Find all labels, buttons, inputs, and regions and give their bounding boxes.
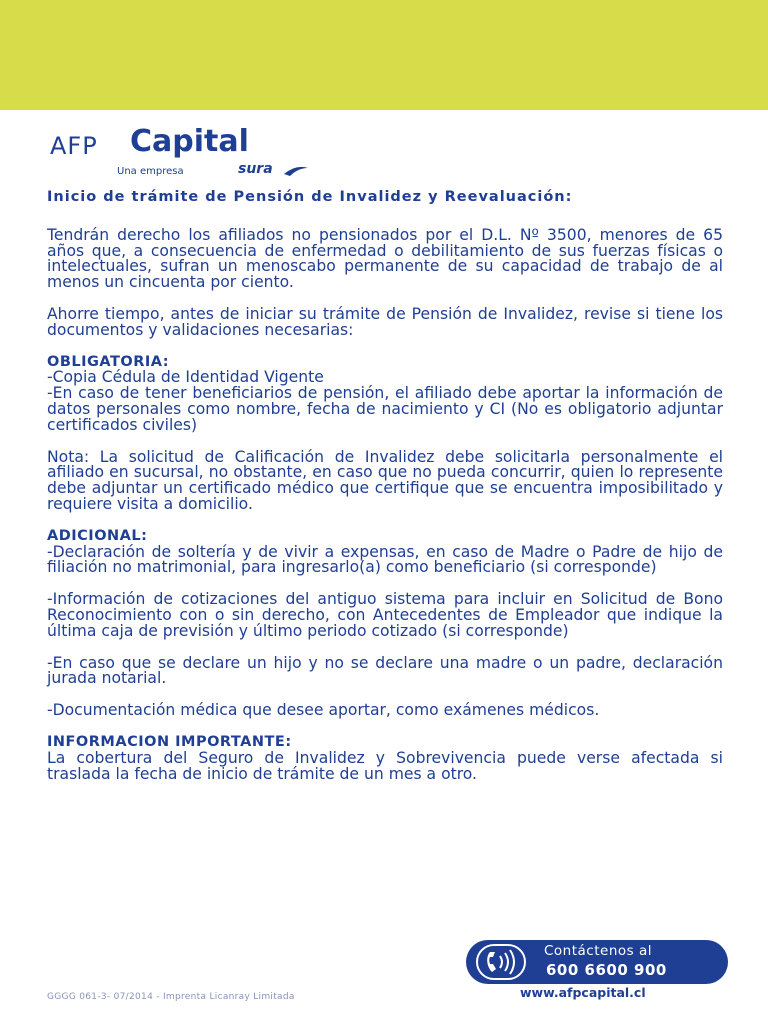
sura-swoosh-icon	[282, 164, 310, 178]
contact-badge	[466, 940, 728, 984]
print-footer: GGGG 061-3- 07/2014 - Imprenta Licanray Limitada	[47, 992, 295, 1002]
logo-prefix: AFP	[50, 132, 98, 160]
afp-capital-logo	[50, 126, 320, 182]
logo-name: Capital	[130, 124, 249, 159]
note-paragraph: Nota: La solicitud de Calificación de Invalidez debe solicitarla personalmente el afiliado en sucursal, no obstante, en caso que no pueda concurrir, quien lo represente debe adjuntar un certificado médico que certifique que se encuentra imposibilitado y requiere visita a domicilio.	[47, 447, 723, 513]
additional-item: -En caso que se declare un hijo y no se declare una madre o un padre, declaración jurada notarial.	[47, 653, 723, 688]
additional-item: -Información de cotizaciones del antiguo sistema para incluir en Solicitud de Bono Reconocimiento con o sin derecho, con Antecedentes de Empleador que indique la última caja de previsión y último periodo cotizado (si corresponde)	[47, 590, 723, 640]
additional-item: -Documentación médica que desee aportar, como exámenes médicos.	[47, 701, 600, 720]
logo-parent: sura	[238, 161, 273, 177]
additional-item: -Declaración de soltería y de vivir a expensas, en caso de Madre o Padre de hijo de filiación no matrimonial, para ingresarlo(a) como beneficiario (si corresponde)	[47, 542, 723, 577]
mandatory-item: -En caso de tener beneficiarios de pensión, el afiliado debe aportar la información de datos personales como nombre, fecha de nacimiento y CI (No es obligatorio adjuntar certificados civiles)	[47, 384, 723, 434]
top-color-band	[0, 0, 768, 110]
document-body	[47, 190, 723, 782]
mandatory-item: -Copia Cédula de Identidad Vigente	[47, 368, 324, 387]
contact-label: Contáctenos al	[544, 943, 652, 959]
important-text: La cobertura del Seguro de Invalidez y Sobrevivencia puede verse afectada si traslada la fecha de inicio de trámite de un mes a otro.	[47, 748, 723, 783]
mandatory-label: OBLIGATORIA:	[47, 353, 170, 370]
website-link[interactable]: www.afpcapital.cl	[520, 985, 646, 1000]
phone-icon	[474, 942, 528, 982]
logo-tagline: Una empresa	[117, 166, 184, 177]
document-title: Inicio de trámite de Pensión de Invalidez y Reevaluación:	[47, 189, 573, 205]
additional-label: ADICIONAL:	[47, 527, 148, 544]
save-time-paragraph: Ahorre tiempo, antes de iniciar su trámite de Pensión de Invalidez, revise si tiene los documentos y validaciones necesarias:	[47, 304, 723, 339]
important-label: INFORMACION IMPORTANTE:	[47, 733, 292, 750]
intro-paragraph: Tendrán derecho los afiliados no pensionados por el D.L. Nº 3500, menores de 65 años que, a consecuencia de enfermedad o debilitamiento de sus fuerzas físicas o intelectuales, sufran un menoscabo permanente de su capacidad de trabajo de al menos un cincuenta por ciento.	[47, 225, 723, 292]
contact-phone: 600 6600 900	[546, 961, 667, 979]
